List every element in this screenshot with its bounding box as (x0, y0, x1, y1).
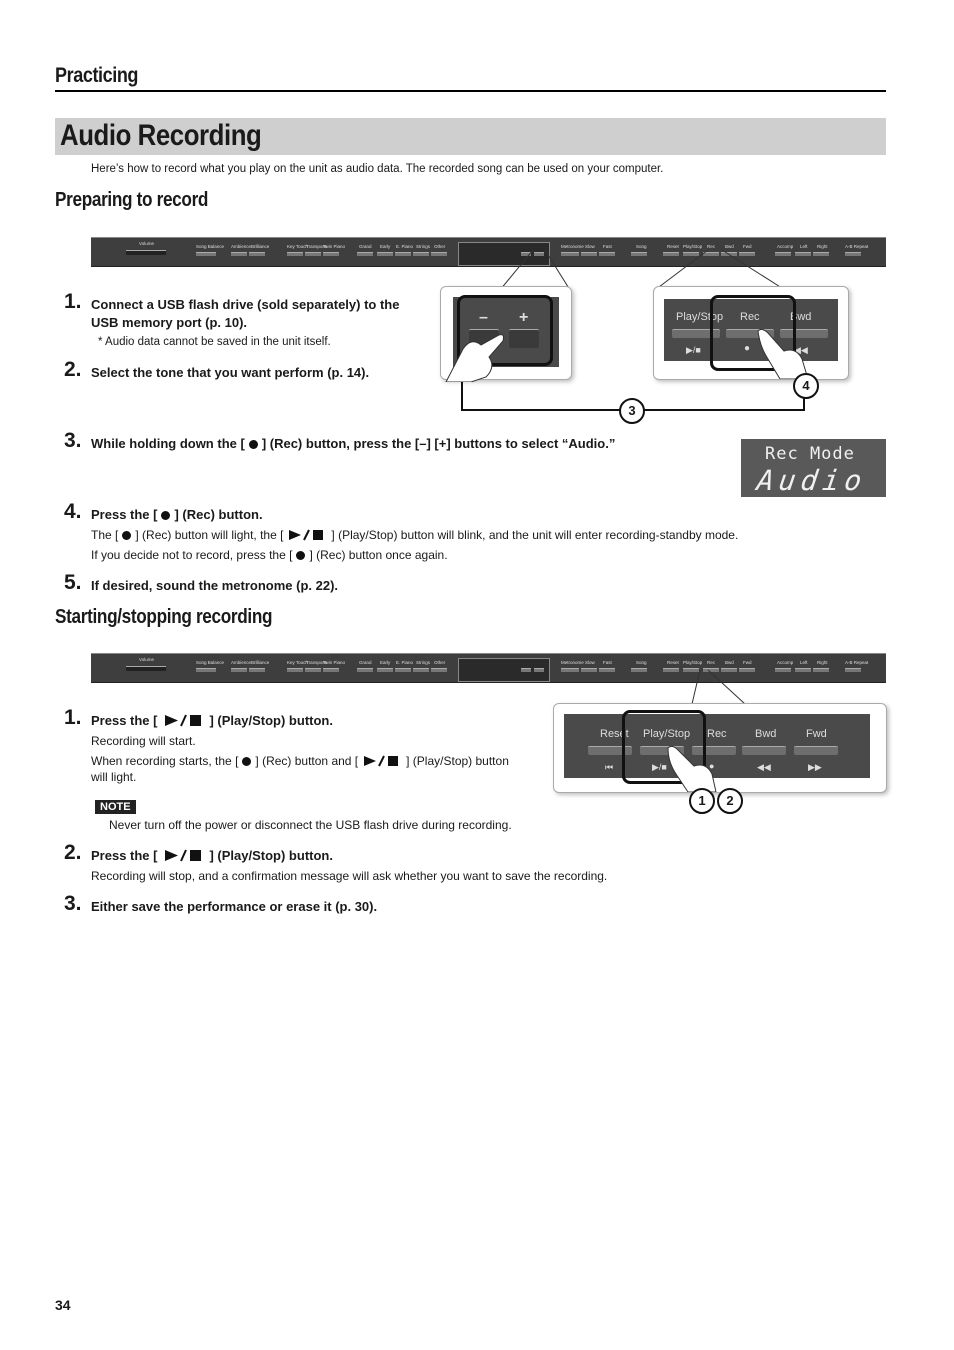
hand-icon (664, 744, 720, 792)
panel-label: Fwd (743, 244, 752, 249)
panel-label: Fast (603, 244, 612, 249)
panel-label: Ambience (231, 244, 252, 249)
step-text-line: USB memory port (p. 10). (91, 315, 248, 330)
panel-label: Grand (359, 660, 372, 665)
panel-label: A-B Repeat (845, 244, 869, 249)
panel-label: Other (434, 660, 446, 665)
step-text-part: Press the [ (91, 848, 158, 863)
zoom-label-play-stop: Play/Stop (676, 311, 724, 323)
rec-icon (161, 511, 170, 520)
detail-part: ] (Rec) button and [ (255, 754, 359, 768)
step-text-part: ] (Rec) button. (174, 507, 263, 522)
detail-part: If you decide not to record, press the [ (91, 548, 293, 562)
step-text-line: Connect a USB flash drive (sold separately) to the (91, 297, 400, 312)
panel-label: Bwd (725, 244, 734, 249)
play-stop-icon: ▶/■ (686, 345, 701, 355)
callout-4: 4 (793, 373, 819, 399)
rec-icon: ● (709, 761, 715, 771)
play-stop-icon: ▶/■ (652, 762, 667, 772)
panel-label: Other (434, 244, 446, 249)
step-text: If desired, sound the metronome (p. 22). (91, 578, 339, 593)
detail-part: ] (Play/Stop) button (406, 754, 509, 768)
panel-label: Early (380, 660, 391, 665)
zoom-minus-plus (440, 286, 572, 380)
step-detail: will light. (91, 770, 137, 784)
panel-label: Metronome (561, 244, 584, 249)
hand-icon (754, 327, 814, 379)
lcd-line-2: Audio (754, 464, 869, 497)
step-text (91, 713, 333, 728)
step-text-part: ] (Play/Stop) button. (209, 713, 333, 728)
panel-label: Right (817, 660, 828, 665)
panel-label: Reset (667, 244, 679, 249)
panel-label: Ambience (231, 660, 252, 665)
step-text: Select the tone that you want perform (p. 14). (91, 365, 370, 380)
step-text (91, 436, 615, 451)
step-detail (91, 754, 509, 768)
callout-1: 1 (689, 788, 715, 814)
rec-icon (296, 551, 305, 560)
detail-part: ] (Play/Stop) button will blink, and the unit will enter recording-standby mode. (331, 528, 739, 542)
section-title: Practicing (55, 64, 139, 87)
panel-label: Right (817, 244, 828, 249)
page-title: Audio Recording (60, 119, 262, 152)
callout-2: 2 (717, 788, 743, 814)
step-text-part: ] (Play/Stop) button. (209, 848, 333, 863)
panel-label: Accomp (777, 660, 794, 665)
step-detail (91, 548, 448, 562)
panel-label: Fwd (743, 660, 752, 665)
panel-label: Brilliance (251, 660, 270, 665)
step-number: 4. (64, 500, 82, 523)
panel-label: Transpose (306, 660, 328, 665)
lcd-line-1: Rec Mode (765, 444, 855, 464)
panel-label: Volume (139, 657, 155, 662)
panel-label: Slow (585, 244, 595, 249)
panel-label: Reset (667, 660, 679, 665)
detail-part: ] (Rec) button will light, the [ (135, 528, 284, 542)
zoom-label-rec: Rec (740, 311, 760, 323)
rec-icon: ● (744, 343, 751, 354)
panel-label: Song Balance (196, 244, 225, 249)
zoom-rec (653, 286, 849, 380)
panel-label: Rec (707, 244, 716, 249)
page-number: 34 (55, 1297, 71, 1313)
step-number: 1. (64, 290, 82, 313)
panel-label: Volume (139, 241, 155, 246)
panel-label: Twin Piano (323, 660, 346, 665)
panel-label: Slow (585, 660, 595, 665)
heading-preparing: Preparing to record (55, 189, 209, 211)
panel-label: Metronome (561, 660, 584, 665)
note-badge-label: NOTE (95, 800, 136, 814)
rec-icon (249, 440, 258, 449)
panel-label: Play/Stop (683, 244, 703, 249)
panel-label: Left (800, 660, 808, 665)
step-detail: Recording will stop, and a confirmation message will ask whether you want to save the recording. (91, 869, 608, 883)
step-text-part: Press the [ (91, 507, 158, 522)
panel-label: Twin Piano (323, 244, 346, 249)
panel-label: A-B Repeat (845, 660, 869, 665)
connector-lines (690, 668, 750, 708)
detail-part: ] (Rec) button once again. (309, 548, 448, 562)
plus-label: + (519, 309, 529, 326)
note-text: Never turn off the power or disconnect the USB flash drive during recording. (109, 818, 512, 832)
panel-label: Strings (416, 244, 431, 249)
hand-icon (441, 327, 511, 382)
minus-label: – (479, 309, 488, 326)
zoom-label-play-stop: Play/Stop (643, 728, 691, 740)
zoom-label-reset: Reset (600, 728, 629, 740)
panel-label: Grand (359, 244, 372, 249)
bwd-icon: ◀◀ (794, 345, 808, 355)
step-text (91, 848, 333, 863)
callout-3: 3 (619, 398, 645, 424)
panel-label: E. Piano (396, 660, 414, 665)
reset-icon: ⏮ (605, 762, 614, 772)
zoom-label-bwd: Bwd (755, 728, 777, 740)
detail-part: The [ (91, 528, 119, 542)
intro-text: Here’s how to record what you play on the unit as audio data. The recorded song can be used on your computer. (91, 163, 664, 175)
step-number: 3. (64, 429, 82, 452)
panel-label: Play/Stop (683, 660, 703, 665)
play-stop-icon (362, 755, 402, 767)
step-detail (91, 528, 738, 542)
panel-label: Left (800, 244, 808, 249)
panel-label: Fast (603, 660, 612, 665)
step-number: 3. (64, 892, 82, 915)
panel-label: Key Touch (287, 244, 308, 249)
step-number: 2. (64, 841, 82, 864)
step-text-part: ] (Rec) button, press the [–] [+] buttons to select “Audio.” (261, 436, 616, 451)
panel-label: Song (636, 660, 647, 665)
step-text-part: While holding down the [ (91, 436, 245, 451)
panel-illustration-2 (91, 653, 886, 683)
panel-label: Key Touch (287, 660, 308, 665)
step-number: 1. (64, 706, 82, 729)
zoom-label-fwd: Fwd (806, 728, 827, 740)
play-stop-icon (161, 849, 205, 862)
zoom-label-bwd: Bwd (790, 311, 812, 323)
panel-label: Song Balance (196, 660, 225, 665)
panel-label: Early (380, 244, 391, 249)
step-detail: Recording will start. (91, 734, 196, 748)
step-text-part: Press the [ (91, 713, 158, 728)
rec-icon (122, 531, 131, 540)
panel-label: Transpose (306, 244, 328, 249)
zoom-label-rec: Rec (707, 728, 727, 740)
play-stop-icon (161, 714, 205, 727)
bwd-icon: ◀◀ (757, 762, 771, 772)
panel-label: Accomp (777, 244, 794, 249)
step-note: * Audio data cannot be saved in the unit itself. (98, 336, 331, 348)
rec-icon (242, 757, 251, 766)
fwd-icon: ▶▶ (808, 762, 822, 772)
step-text (91, 507, 263, 522)
heading-starting: Starting/stopping recording (55, 606, 273, 628)
note-badge (95, 797, 136, 815)
panel-label: Brilliance (251, 244, 270, 249)
detail-part: When recording starts, the [ (91, 754, 239, 768)
section-rule (55, 90, 886, 92)
zoom-transport (553, 703, 887, 793)
panel-label: Song (636, 244, 647, 249)
panel-label: Bwd (725, 660, 734, 665)
play-stop-icon (287, 529, 327, 541)
panel-label: E. Piano (396, 244, 414, 249)
step-text: Either save the performance or erase it (p. 30). (91, 899, 378, 914)
lcd-display (741, 439, 886, 497)
step-number: 2. (64, 358, 82, 381)
panel-label: Rec (707, 660, 716, 665)
step-number: 5. (64, 571, 82, 594)
lcd-text (741, 439, 886, 497)
panel-label: Strings (416, 660, 431, 665)
